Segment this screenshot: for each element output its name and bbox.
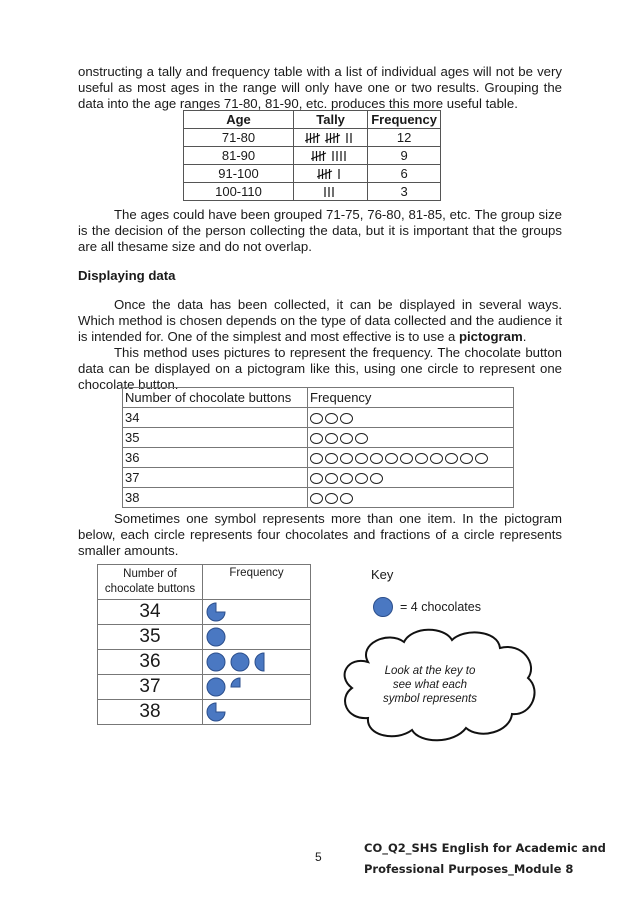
tally-cell [293, 183, 367, 201]
frequency-cell [203, 700, 311, 725]
frequency-cell: 6 [368, 165, 441, 183]
pictogram-table-one [122, 387, 514, 508]
tally-marks-icon [311, 149, 351, 163]
symbol-paragraph: Sometimes one symbol represents more than one item. In the pictogram below, each circle represents four chocolates and fractions of a circle represents smaller amounts. [78, 511, 562, 559]
chocolate-symbol-icon [206, 627, 226, 647]
col-header-tally: Tally [293, 111, 367, 129]
chocolate-symbol-icon [254, 652, 274, 672]
col-header-age: Age [184, 111, 294, 129]
symbol-shape [207, 603, 225, 621]
table-row [123, 468, 514, 488]
chocolate-button-icon [310, 413, 323, 424]
page-number: 5 [315, 850, 322, 864]
tally-cell [293, 147, 367, 165]
table-row [184, 147, 441, 165]
table-row [123, 428, 514, 448]
table-row [123, 488, 514, 508]
tally-marks-icon [323, 185, 339, 199]
symbol-shape [207, 703, 225, 721]
chocolate-button-icon [310, 473, 323, 484]
chocolate-button-icon [340, 473, 353, 484]
chocolate-button-icon [400, 453, 413, 464]
pictogram-term: pictogram [458, 329, 523, 345]
chocolate-button-icon [370, 453, 383, 464]
chocolate-button-icon [325, 413, 338, 424]
section-heading: Displaying data [78, 268, 176, 283]
chocolate-symbol-icon [206, 677, 226, 697]
footer-line-1: CO_Q2_SHS English for Academic and [364, 841, 606, 855]
frequency-cell: 3 [368, 183, 441, 201]
chocolate-button-icon [340, 413, 353, 424]
frequency-cell [203, 650, 311, 675]
tally-marks-icon [305, 131, 357, 145]
symbol-shape [231, 678, 240, 687]
chocolate-symbol-icon [206, 652, 226, 672]
cloud-note-line-2: see what each [392, 679, 468, 691]
col-header-frequency: Frequency [308, 388, 514, 408]
symbol-shape [207, 653, 225, 671]
number-cell: 35 [98, 625, 203, 650]
chocolate-button-icon [325, 493, 338, 504]
table-row [123, 408, 514, 428]
pictogram-table-two [97, 564, 311, 725]
table-row [123, 448, 514, 468]
chocolate-button-icon [325, 473, 338, 484]
col-header-frequency: Frequency [203, 565, 311, 600]
number-cell: 35 [123, 428, 308, 448]
table-row [184, 183, 441, 201]
footer-module-title [364, 838, 606, 880]
intro-paragraph: onstructing a tally and frequency table with a list of individual ages will not be very useful as most ages in the range will only have one or two results. Grouping the data into the age ranges 71-80, 81-90, etc. produces this more useful table. [78, 64, 562, 112]
table-row [98, 625, 311, 650]
number-cell: 34 [98, 600, 203, 625]
cloud-note [370, 664, 490, 706]
tally-cell [293, 165, 367, 183]
number-cell: 36 [98, 650, 203, 675]
chocolate-button-icon [310, 433, 323, 444]
frequency-cell [308, 448, 514, 468]
key-symbol-icon [372, 596, 394, 618]
frequency-cell: 12 [368, 129, 441, 147]
display-paragraph [78, 297, 562, 346]
chocolate-button-icon [430, 453, 443, 464]
chocolate-button-icon [415, 453, 428, 464]
chocolate-button-icon [445, 453, 458, 464]
age-cell: 91-100 [184, 165, 294, 183]
age-cell: 100-110 [184, 183, 294, 201]
cloud-note-line-1: Look at the key to [384, 665, 476, 677]
chocolate-button-icon [355, 473, 368, 484]
display-text-end: . [522, 329, 527, 345]
frequency-cell [203, 625, 311, 650]
col-header-number: Number of chocolate buttons [123, 388, 308, 408]
number-cell: 37 [98, 675, 203, 700]
chocolate-symbol-icon [206, 602, 226, 622]
tally-frequency-table [183, 110, 441, 201]
frequency-cell: 9 [368, 147, 441, 165]
chocolate-button-icon [460, 453, 473, 464]
key-text: = 4 chocolates [400, 600, 481, 614]
chocolate-button-icon [325, 433, 338, 444]
col-header-frequency: Frequency [368, 111, 441, 129]
symbol-shape [207, 678, 225, 696]
frequency-cell [308, 488, 514, 508]
number-cell: 36 [123, 448, 308, 468]
display-text: Once the data has been collected, it can be displayed in several ways. Which method is chosen depends on the type of data collected and the audience it is intended for. One of the simplest and most effective is to use a [78, 297, 562, 345]
key-title: Key [371, 567, 394, 582]
chocolate-button-icon [340, 453, 353, 464]
frequency-cell [308, 468, 514, 488]
number-cell: 34 [123, 408, 308, 428]
table-header-row [184, 111, 441, 129]
chocolate-button-icon [310, 453, 323, 464]
tally-cell [293, 129, 367, 147]
symbol-shape [231, 653, 249, 671]
chocolate-button-icon [340, 433, 353, 444]
table-row [184, 129, 441, 147]
chocolate-button-icon [385, 453, 398, 464]
footer-line-2: Professional Purposes_Module 8 [364, 862, 574, 876]
table-row [98, 600, 311, 625]
symbol-shape [255, 653, 264, 671]
number-cell: 38 [98, 700, 203, 725]
chocolate-button-icon [370, 473, 383, 484]
chocolate-button-icon [355, 433, 368, 444]
table-row [98, 650, 311, 675]
frequency-cell [308, 408, 514, 428]
table-row [184, 165, 441, 183]
chocolate-symbol-icon [206, 702, 226, 722]
table-header-row [123, 388, 514, 408]
table-row [98, 700, 311, 725]
table-row [98, 675, 311, 700]
table-header-row [98, 565, 311, 600]
chocolate-button-icon [340, 493, 353, 504]
cloud-note-line-3: symbol represents [383, 693, 477, 705]
frequency-cell [203, 675, 311, 700]
age-cell: 81-90 [184, 147, 294, 165]
symbol-shape [207, 628, 225, 646]
grouping-paragraph: The ages could have been grouped 71-75, 76-80, 81-85, etc. The group size is the decision of the person collecting the data, but it is important that the groups are all thesame size and do not overlap. [78, 207, 562, 255]
chocolate-button-icon [355, 453, 368, 464]
chocolate-symbol-icon [230, 677, 250, 697]
chocolate-symbol-icon [230, 652, 250, 672]
number-cell: 38 [123, 488, 308, 508]
chocolate-button-icon [325, 453, 338, 464]
tally-marks-icon [317, 167, 345, 181]
frequency-cell [203, 600, 311, 625]
chocolate-button-icon [310, 493, 323, 504]
age-cell: 71-80 [184, 129, 294, 147]
col-header-number: Number of chocolate buttons [98, 565, 203, 600]
chocolate-button-icon [475, 453, 488, 464]
pictogram-paragraph: This method uses pictures to represent the frequency. The chocolate button data can be displayed on a pictogram like this, using one circle to represent one chocolate button. [78, 345, 562, 393]
number-cell: 37 [123, 468, 308, 488]
frequency-cell [308, 428, 514, 448]
